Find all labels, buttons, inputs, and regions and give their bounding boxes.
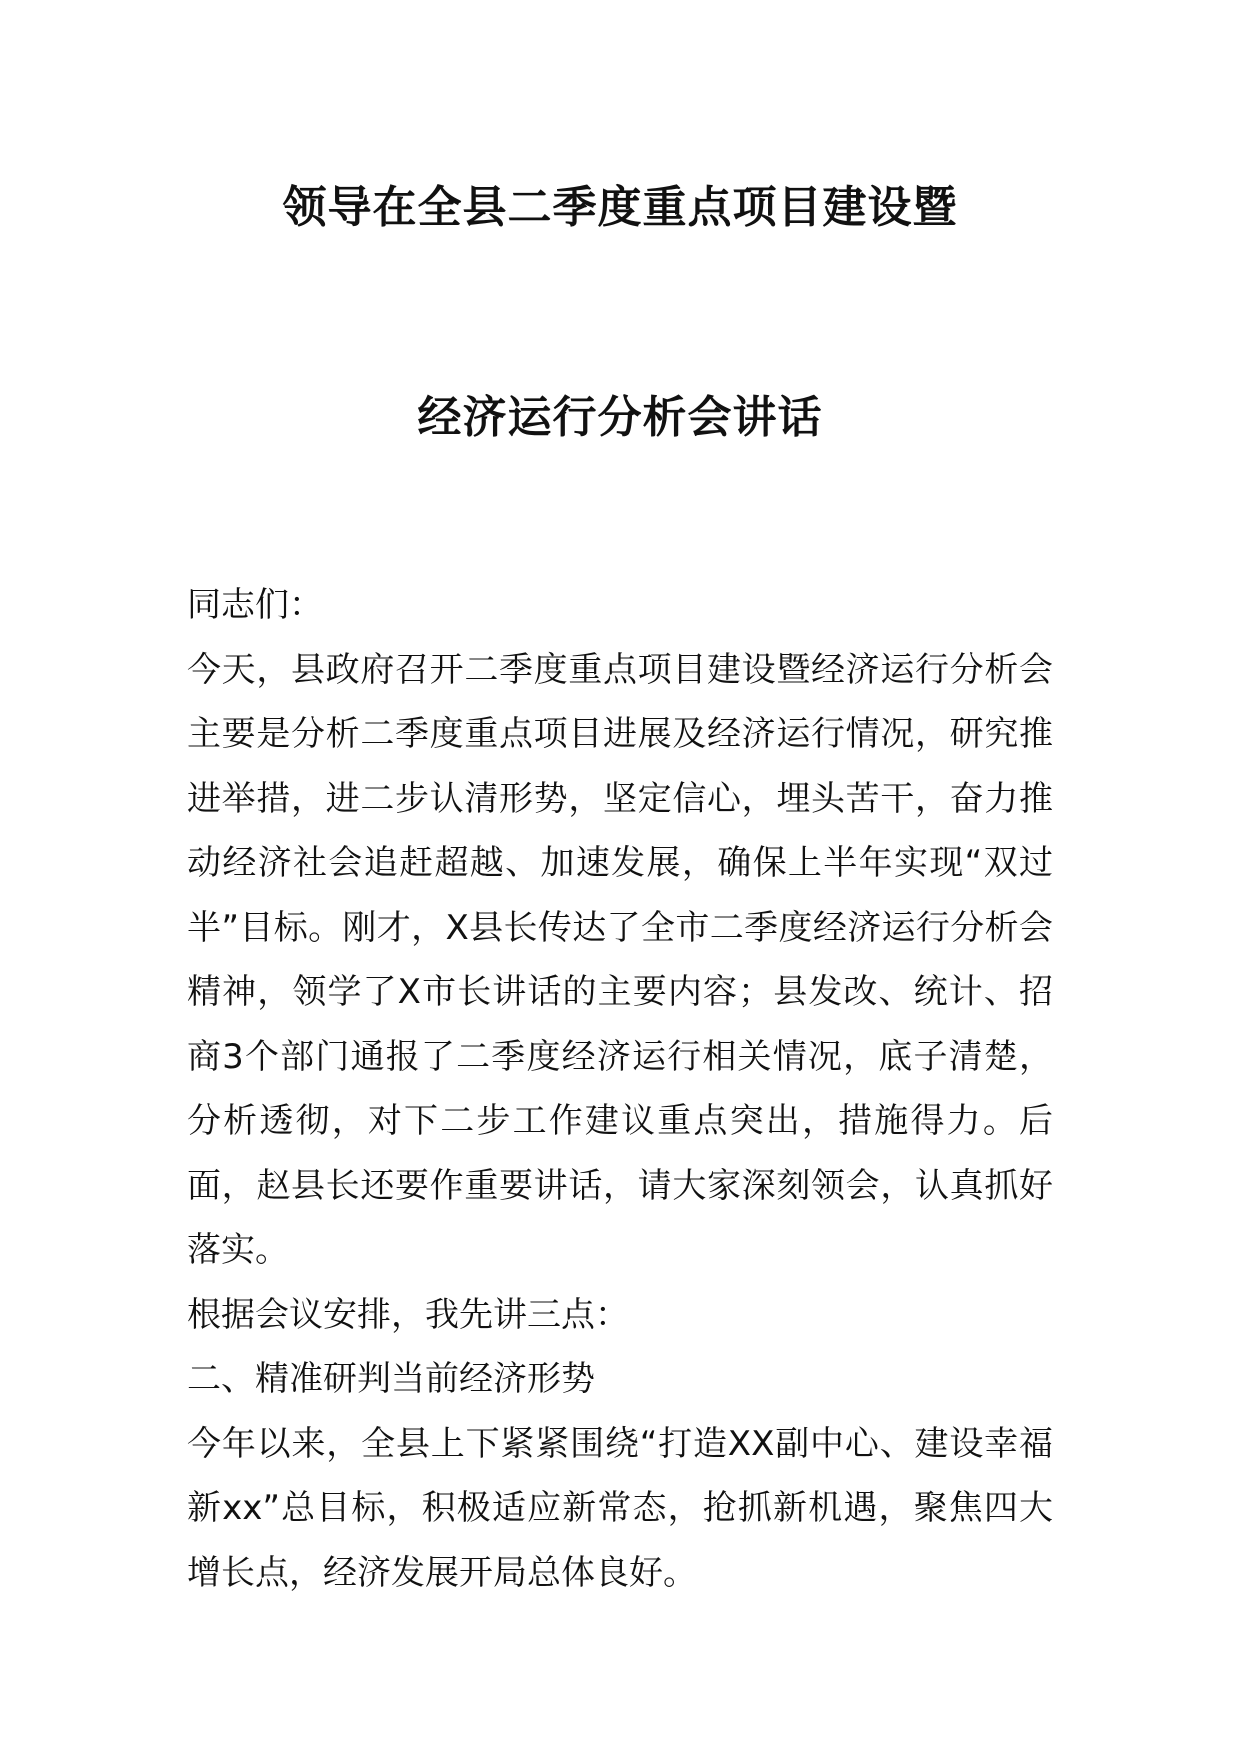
document-title-line-2: 经济运行分析会讲话 [417, 392, 823, 443]
salutation: 同志们： [187, 585, 323, 625]
body-paragraph: 根据会议安排，我先讲三点： [187, 1294, 629, 1335]
body-paragraph: 今天，县政府召开二季度重点项目建设暨经济运行分析会主要是分析二季度重点项目进展及经济运行情况，研究推进举措，进二步认清形势，坚定信心，埋头苦干，奋力推动经济社会追赶超越、加速发展，确保上半年实现“双过半”目标。刚才，X县长传达了全市二季度经济运行分析会精神，领学了X市长讲话的主要内容；县发改、统计、招商3个部门通报了二季度经济运行相关情况，底子清楚，分析透彻，对下二步工作建议重点突出，措施得力。后面，赵县长还要作重要讲话，请大家深刻领会，认真抓好落实。 [187, 649, 1053, 1270]
document-title-line-1: 领导在全县二季度重点项目建设暨 [282, 182, 958, 233]
document-body [187, 573, 1053, 1605]
body-paragraph: 今年以来，全县上下紧紧围绕“打造XX副中心、建设幸福新xx”总目标，积极适应新常态，抢抓新机遇，聚焦四大增长点，经济发展开局总体良好。 [187, 1423, 1053, 1593]
section-heading: 二、精准研判当前经济形势 [187, 1359, 595, 1399]
